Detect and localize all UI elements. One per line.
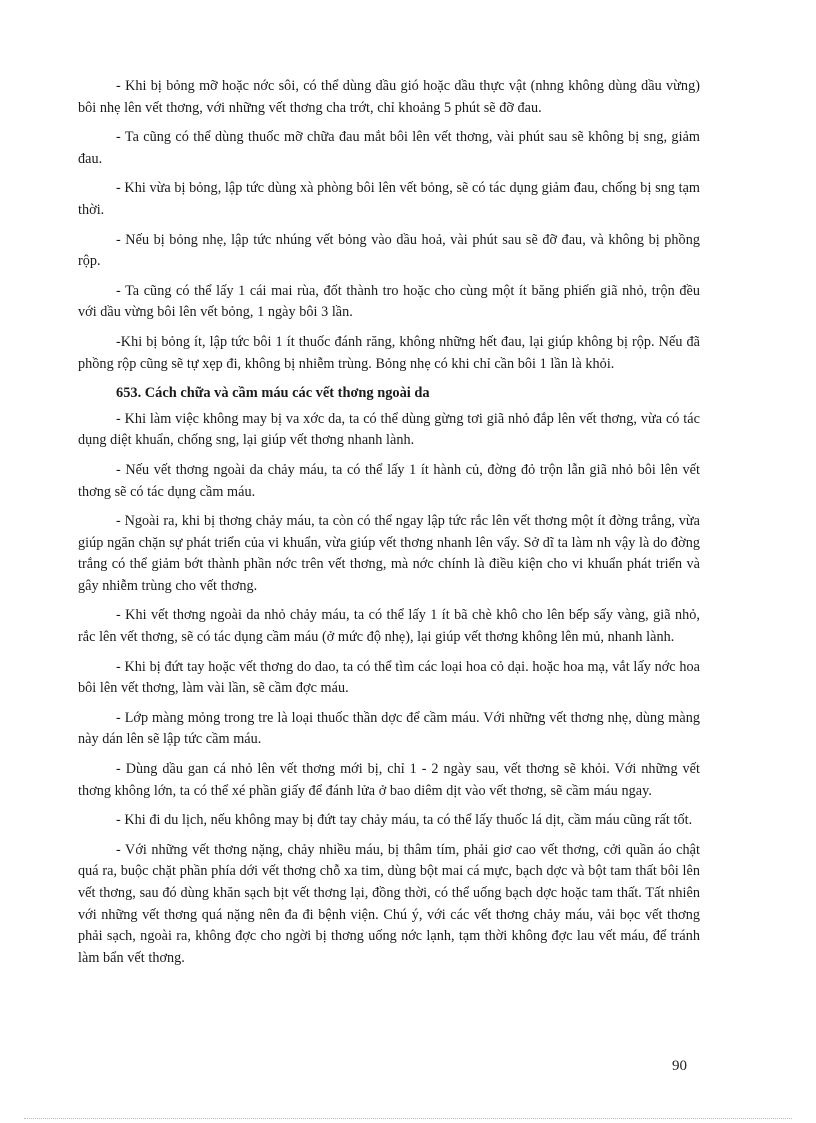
paragraph: - Dùng dầu gan cá nhỏ lên vết thơng mới bị, chỉ 1 - 2 ngày sau, vết thơng sẽ khỏi. Với những vết thơng không lớn, ta có thể xé phần giấy để đánh lửa ở bao diêm dịt vào vết thơng, sẽ cầm máu ngay. (78, 761, 700, 799)
paragraph: - Khi bị bỏng mỡ hoặc nớc sôi, có thể dùng dầu gió hoặc dầu thực vật (nhng không dùng dầu vừng) bôi nhẹ lên vết thơng, với những vết thơng cha trớt, chỉ khoảng 5 phút sẽ đỡ đau. (78, 78, 700, 116)
page-number: 90 (672, 1058, 687, 1074)
paragraph: - Ngoài ra, khi bị thơng chảy máu, ta còn có thể ngay lập tức rắc lên vết thơng một ít đờng trắng, vừa giúp ngăn chặn sự phát triển của vi khuẩn, vừa giúp vết thơng nhanh lên vẩy. Sở dĩ ta làm nh vậy là do đờng trắng có thể giảm bớt thành phần nớc trên vết thơng, mà nớc chính là điều kiện cho vi khuẩn phát triển và gây nhiễm trùng cho vết thơng. (78, 513, 700, 594)
paragraph: - Khi vết thơng ngoài da nhỏ chảy máu, ta có thể lấy 1 ít bã chè khô cho lên bếp sấy vàng, giã nhỏ, rắc lên vết thơng, sẽ có tác dụng cầm máu (ở mức độ nhẹ), lại giúp vết thơng không lên mủ, nhanh lành. (78, 607, 700, 646)
paragraph: - Khi đi du lịch, nếu không may bị đứt tay chảy máu, ta có thể lấy thuốc lá dịt, cầm máu cũng rất tốt. (116, 812, 693, 829)
paragraph: - Khi làm việc không may bị va xớc da, ta có thể dùng gừng tơi giã nhỏ đắp lên vết thơng, vừa có tác dụng diệt khuẩn, chống sng, lại giúp vết thơng nhanh lành. (78, 410, 700, 449)
bottom-divider (24, 1118, 792, 1119)
paragraph: - Khi bị đứt tay hoặc vết thơng do dao, ta có thể tìm các loại hoa cỏ dại. hoặc hoa mạ, vắt lấy nớc hoa bôi lên vết thơng, làm vài lần, sẽ cầm đợc máu. (78, 658, 700, 697)
paragraph: -Khi bị bỏng ít, lập tức bôi 1 ít thuốc đánh răng, không những hết đau, lại giúp không bị rộp. Nếu đã phồng rộp cũng sẽ tự xẹp đi, không bị nhiễm trùng. Bỏng nhẹ có khi chỉ cần bôi 1 lần là khỏi. (78, 333, 700, 372)
paragraph: - Với những vết thơng nặng, chảy nhiều máu, bị thâm tím, phải giơ cao vết thơng, cởi quần áo chật quá ra, buộc chặt phần phía dới vết thơng chỗ xa tim, dùng bột mai cá mực, bạch dợc và bột tam thất bôi lên vết thơng, sau đó dùng khăn sạch bịt vết thơng lại, đồng thời, có thể uống bạch dợc hoặc tam thất. Tất nhiên với những vết thơng quá nặng nên đa đi bệnh viện. Chú ý, với các vết thơng chảy máu, vải bọc vết thơng phải sạch, ngoài ra, không đợc cho ngời bị thơng uống nớc lạnh, tạm thời không đợc lau vết máu, để tránh làm bẩn vết thơng. (78, 841, 700, 966)
paragraph: - Lớp màng mỏng trong tre là loại thuốc thần dợc để cầm máu. Với những vết thơng nhẹ, dùng màng này dán lên sẽ lập tức cầm máu. (78, 709, 700, 748)
paragraph: - Nếu vết thơng ngoài da chảy máu, ta có thể lấy 1 ít hành củ, đờng đỏ trộn lẫn giã nhỏ bôi lên vết thơng sẽ có tác dụng cầm máu. (78, 461, 700, 500)
document-page (78, 76, 700, 977)
paragraph: - Nếu bị bỏng nhẹ, lập tức nhúng vết bỏng vào dầu hoả, vài phút sau sẽ đỡ đau, và không bị phồng rộp. (78, 231, 700, 270)
paragraph: - Ta cũng có thể lấy 1 cái mai rùa, đốt thành tro hoặc cho cùng một ít băng phiến giã nhỏ, trộn đều với dầu vừng bôi lên vết bỏng, 1 ngày bôi 3 lần. (78, 282, 700, 321)
section-heading: 653. Cách chữa và cầm máu các vết thơng ngoài da (116, 385, 430, 402)
paragraph: - Ta cũng có thể dùng thuốc mỡ chữa đau mắt bôi lên vết thơng, vài phút sau sẽ không bị sng, giảm đau. (78, 129, 700, 167)
paragraph: - Khi vừa bị bỏng, lập tức dùng xà phòng bôi lên vết bỏng, sẽ có tác dụng giảm đau, chống bị sng tạm thời. (78, 180, 700, 218)
